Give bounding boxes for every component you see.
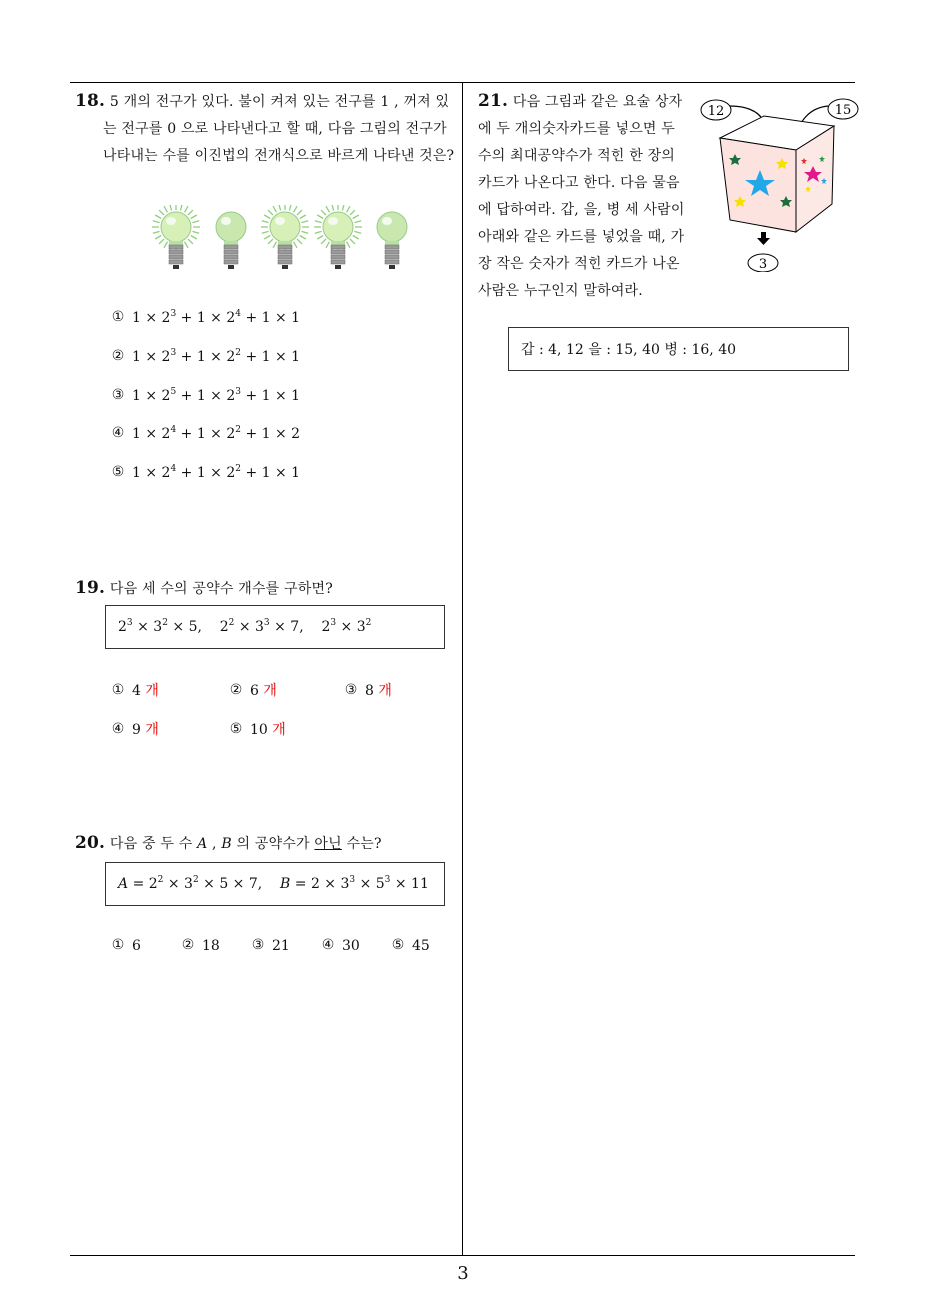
option-marker: ③: [111, 387, 125, 403]
option-exponent: 3: [170, 309, 177, 319]
option-term: + 1 × 2: [176, 465, 236, 481]
option-2[interactable]: [180, 938, 220, 954]
option-4[interactable]: [320, 938, 360, 954]
question-text-part: 다음 중 두 수: [109, 836, 198, 852]
bulb-on: [261, 205, 309, 269]
question-18: [75, 88, 455, 170]
option-4[interactable]: [110, 719, 159, 739]
option-term: + 1 × 1: [241, 310, 301, 326]
option-value: 21: [272, 938, 290, 954]
card-left-label: 12: [707, 104, 725, 119]
option-marker: ④: [111, 425, 125, 441]
bulbs-svg: [150, 205, 420, 275]
option-marker: ③: [251, 937, 265, 953]
question-number: 18.: [75, 91, 106, 111]
question-text-part: 수는?: [341, 836, 382, 852]
option-marker: ⑤: [229, 721, 243, 737]
definitions-box: [105, 862, 445, 906]
variable-b: B: [221, 836, 232, 852]
option-unit: 개: [272, 722, 286, 738]
question-number: 20.: [75, 833, 106, 853]
option-marker: ②: [111, 348, 125, 364]
card-right-label: 15: [834, 103, 852, 118]
option-marker: ②: [181, 937, 195, 953]
numbers-box: [105, 605, 445, 649]
option-exponent: 4: [235, 309, 241, 319]
option-term: 1 × 2: [132, 310, 171, 326]
option-1[interactable]: [110, 310, 300, 326]
definitions-expression: $A = 2^2 \times 3^2 \times 5 \times 7$, $B = 2 \times 3^3 \times 5^3 \times 11$: [118, 875, 429, 892]
bulb-on: [152, 205, 200, 269]
option-marker: ①: [111, 682, 125, 698]
option-term: + 1 × 2: [176, 349, 236, 365]
option-marker: ③: [344, 682, 358, 698]
question-text-part: 의 공약수가: [231, 836, 315, 852]
question-number: 19.: [75, 578, 106, 598]
bulb-on: [314, 205, 362, 269]
question-text: 다음 세 수의 공약수 개수를 구하면?: [109, 581, 333, 597]
question-text-part: ,: [207, 836, 222, 852]
option-term: + 1 × 2: [241, 426, 301, 442]
option-2[interactable]: [110, 349, 300, 365]
option-exponent: 2: [235, 425, 241, 435]
option-3[interactable]: [110, 388, 300, 404]
option-term: + 1 × 1: [241, 465, 301, 481]
option-5[interactable]: [228, 719, 286, 739]
option-exponent: 3: [170, 348, 177, 358]
option-4[interactable]: [110, 426, 300, 442]
question-20: [75, 830, 455, 858]
option-exponent: 3: [235, 387, 241, 397]
answers-box: [508, 327, 849, 371]
option-term: + 1 × 2: [176, 388, 236, 404]
option-value: 8: [365, 683, 374, 699]
variable-a: A: [197, 836, 208, 852]
option-5[interactable]: [110, 465, 300, 481]
magic-box-figure: [700, 92, 860, 272]
option-marker: ④: [321, 937, 335, 953]
option-unit: 개: [263, 683, 277, 699]
option-unit: 개: [378, 683, 392, 699]
question-text: 5 개의 전구가 있다. 불이 켜져 있는 전구를 1 , 꺼져 있는 전구를 0 으로 나타낸다고 할 때, 다음 그림의 전구가 나타내는 수를 이진법의 전개식으로 바르게 나타낸 것은?: [103, 94, 455, 164]
column-divider: [462, 82, 463, 1256]
option-marker: ①: [111, 309, 125, 325]
option-term: + 1 × 2: [176, 426, 236, 442]
card-out-label: 3: [758, 257, 768, 272]
option-value: 6: [132, 938, 141, 954]
option-3[interactable]: [250, 938, 290, 954]
page-number: 3: [457, 1263, 469, 1284]
numbers-expression: $2^3 \times 3^2 \times 5$, $2^2 \times 3^3 \times 7$, $2^3 \times 3^2$: [118, 618, 372, 635]
magic-box-svg: [700, 92, 860, 272]
option-marker: ⑤: [111, 464, 125, 480]
underlined-word: 아닌: [314, 836, 342, 852]
option-marker: ⑤: [391, 937, 405, 953]
question-number: 21.: [478, 91, 509, 111]
option-5[interactable]: [390, 938, 430, 954]
option-unit: 개: [145, 683, 159, 699]
option-term: + 1 × 1: [241, 349, 301, 365]
answers-text: 갑 : 4, 12 을 : 15, 40 병 : 16, 40: [521, 342, 737, 358]
option-exponent: 2: [235, 464, 241, 474]
option-marker: ②: [229, 682, 243, 698]
option-exponent: 4: [170, 425, 177, 435]
option-term: 1 × 2: [132, 465, 171, 481]
option-3[interactable]: [343, 680, 392, 700]
bulb-off: [216, 212, 246, 269]
question-text: 다음 그림과 같은 요술 상자에 두 개의숫자카드를 넣으면 두 수의 최대공약수가 적힌 한 장의 카드가 나온다고 한다. 다음 물음에 답하여라. 갑, 을, 병 세 사람이 아래와 같은 카드를 넣었을 때, 가장 작은 숫자가 적힌 카드가 나온 사람은 누구인지 말하여라.: [478, 94, 685, 299]
option-term: + 1 × 2: [176, 310, 236, 326]
option-exponent: 4: [170, 464, 177, 474]
option-value: 6: [250, 683, 259, 699]
option-value: 4: [132, 683, 141, 699]
option-marker: ①: [111, 937, 125, 953]
option-term: + 1 × 1: [241, 388, 301, 404]
option-unit: 개: [145, 722, 159, 738]
option-value: 45: [412, 938, 430, 954]
option-value: 9: [132, 722, 141, 738]
option-1[interactable]: [110, 938, 141, 954]
light-bulbs-figure: [150, 205, 420, 275]
option-marker: ④: [111, 721, 125, 737]
option-value: 30: [342, 938, 360, 954]
option-value: 10: [250, 722, 268, 738]
bottom-rule: [70, 1255, 855, 1256]
option-exponent: 5: [170, 387, 177, 397]
option-term: 1 × 2: [132, 349, 171, 365]
option-term: 1 × 2: [132, 426, 171, 442]
option-1[interactable]: [110, 680, 159, 700]
option-2[interactable]: [228, 680, 277, 700]
option-term: 1 × 2: [132, 388, 171, 404]
bulb-off: [377, 212, 407, 269]
option-exponent: 2: [235, 348, 241, 358]
option-value: 18: [202, 938, 220, 954]
question-19: [75, 575, 455, 603]
